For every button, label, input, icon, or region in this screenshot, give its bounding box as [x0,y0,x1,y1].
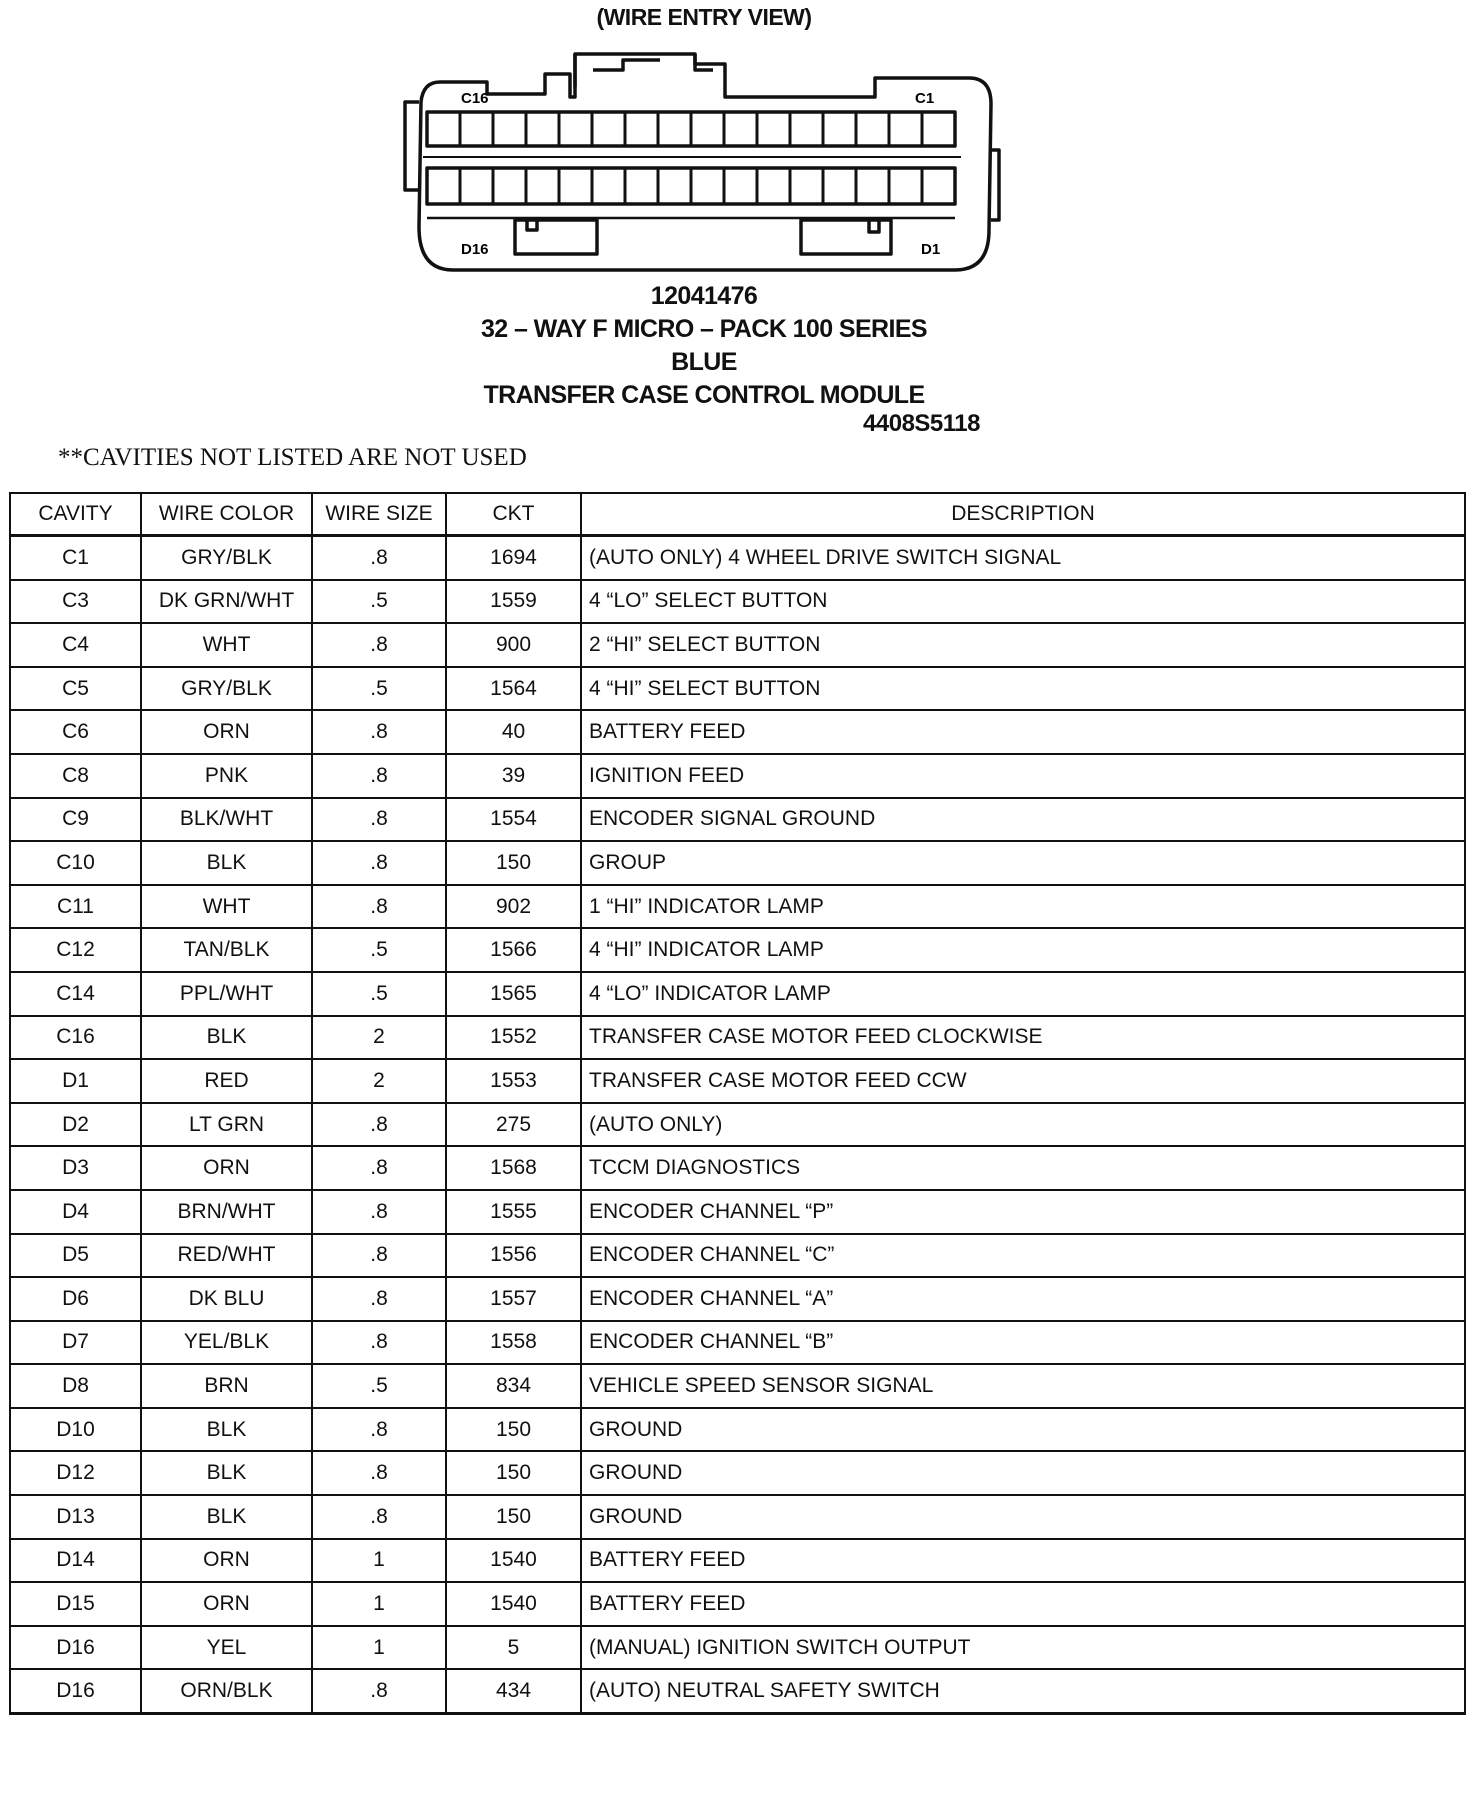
cell-cavity: C4 [10,623,141,667]
cell-ckt: 434 [446,1669,581,1713]
cell-cavity: D6 [10,1277,141,1321]
cell-ckt: 1565 [446,972,581,1016]
cell-size: .8 [312,1103,446,1147]
cell-color: GRY/BLK [141,536,312,580]
label-c16: C16 [461,90,489,107]
cell-color: PNK [141,754,312,798]
column-header-cavity: CAVITY [10,493,141,536]
cell-ckt: 1568 [446,1146,581,1190]
cell-ckt: 834 [446,1364,581,1408]
cell-color: ORN/BLK [141,1669,312,1713]
cell-size: 2 [312,1059,446,1103]
column-header-ckt: CKT [446,493,581,536]
cell-size: .8 [312,798,446,842]
cell-desc: GROUND [581,1495,1465,1539]
cell-ckt: 275 [446,1103,581,1147]
cell-cavity: C16 [10,1016,141,1060]
table-row [10,885,1465,929]
table-row [10,667,1465,711]
label-d16: D16 [461,241,489,258]
table-row [10,1103,1465,1147]
bottom-key-left [515,220,597,254]
cell-cavity: C12 [10,928,141,972]
cell-desc: GROUP [581,841,1465,885]
cell-color: TAN/BLK [141,928,312,972]
cell-cavity: D16 [10,1626,141,1670]
table-row [10,1059,1465,1103]
cell-color: BLK [141,1408,312,1452]
cell-desc: BATTERY FEED [581,710,1465,754]
table-row [10,798,1465,842]
component-name: TRANSFER CASE CONTROL MODULE [483,381,925,409]
cell-size: .8 [312,885,446,929]
cell-ckt: 150 [446,1451,581,1495]
cell-desc: GROUND [581,1451,1465,1495]
cell-cavity: C14 [10,972,141,1016]
cell-ckt: 150 [446,841,581,885]
cell-cavity: D16 [10,1669,141,1713]
cell-ckt: 1694 [446,536,581,580]
table-row [10,1190,1465,1234]
table-row [10,1016,1465,1060]
cell-ckt: 5 [446,1626,581,1670]
cell-size: 1 [312,1582,446,1626]
cell-desc: TRANSFER CASE MOTOR FEED CLOCKWISE [581,1016,1465,1060]
cell-ckt: 150 [446,1495,581,1539]
connector-color: BLUE [671,348,737,376]
cell-desc: TRANSFER CASE MOTOR FEED CCW [581,1059,1465,1103]
bottom-key-right [801,220,891,254]
cell-desc: TCCM DIAGNOSTICS [581,1146,1465,1190]
cell-desc: ENCODER SIGNAL GROUND [581,798,1465,842]
cell-cavity: D10 [10,1408,141,1452]
cell-size: .8 [312,1146,446,1190]
table-row [10,972,1465,1016]
connector-right-tab [991,150,999,220]
cell-color: LT GRN [141,1103,312,1147]
cell-color: BLK/WHT [141,798,312,842]
cell-cavity: C9 [10,798,141,842]
label-d1: D1 [921,241,941,258]
cell-size: .8 [312,1277,446,1321]
connector-type: 32 – WAY F MICRO – PACK 100 SERIES [481,315,927,343]
table-row [10,1495,1465,1539]
cell-size: 1 [312,1539,446,1583]
cell-cavity: C11 [10,885,141,929]
cell-color: YEL [141,1626,312,1670]
cell-color: ORN [141,710,312,754]
cell-color: BLK [141,841,312,885]
cell-desc: IGNITION FEED [581,754,1465,798]
cell-color: DK GRN/WHT [141,580,312,624]
cell-color: PPL/WHT [141,972,312,1016]
cell-desc: 2 “HI” SELECT BUTTON [581,623,1465,667]
cell-cavity: C1 [10,536,141,580]
cell-color: ORN [141,1146,312,1190]
cell-ckt: 40 [446,710,581,754]
connector-diagram [395,42,1005,282]
cell-color: WHT [141,623,312,667]
cell-desc: ENCODER CHANNEL “P” [581,1190,1465,1234]
cell-size: .8 [312,1234,446,1278]
cell-size: .8 [312,1495,446,1539]
cell-ckt: 900 [446,623,581,667]
unused-cavities-note: **CAVITIES NOT LISTED ARE NOT USED [58,444,527,471]
cell-size: .5 [312,667,446,711]
cell-desc: 4 “LO” SELECT BUTTON [581,580,1465,624]
table-row [10,1451,1465,1495]
cell-size: .8 [312,1190,446,1234]
cell-cavity: D1 [10,1059,141,1103]
cell-desc: 1 “HI” INDICATOR LAMP [581,885,1465,929]
connector-info [0,280,1408,412]
table-row [10,580,1465,624]
cell-desc: (AUTO) NEUTRAL SAFETY SWITCH [581,1669,1465,1713]
cell-ckt: 39 [446,754,581,798]
cell-color: BRN [141,1364,312,1408]
cell-color: DK BLU [141,1277,312,1321]
table-row [10,841,1465,885]
cell-size: .5 [312,928,446,972]
cell-cavity: D2 [10,1103,141,1147]
reference-code: 4408S5118 [863,410,980,437]
cell-size: .8 [312,1669,446,1713]
cell-size: .5 [312,972,446,1016]
cell-ckt: 1555 [446,1190,581,1234]
cell-size: .5 [312,580,446,624]
cell-cavity: D13 [10,1495,141,1539]
table-row [10,1321,1465,1365]
cell-cavity: C6 [10,710,141,754]
table-row [10,623,1465,667]
cell-color: BLK [141,1495,312,1539]
cell-size: .8 [312,710,446,754]
cell-ckt: 1552 [446,1016,581,1060]
cell-desc: 4 “HI” INDICATOR LAMP [581,928,1465,972]
cell-cavity: D15 [10,1582,141,1626]
cell-color: RED/WHT [141,1234,312,1278]
cell-cavity: D14 [10,1539,141,1583]
cell-size: .8 [312,623,446,667]
cell-cavity: D8 [10,1364,141,1408]
table-row [10,754,1465,798]
cell-desc: ENCODER CHANNEL “A” [581,1277,1465,1321]
cell-cavity: C10 [10,841,141,885]
table-row [10,1364,1465,1408]
column-header-description: DESCRIPTION [581,493,1465,536]
cell-size: 2 [312,1016,446,1060]
cell-desc: 4 “HI” SELECT BUTTON [581,667,1465,711]
cell-ckt: 150 [446,1408,581,1452]
cell-cavity: D4 [10,1190,141,1234]
cell-size: .5 [312,1364,446,1408]
cell-ckt: 1557 [446,1277,581,1321]
cell-cavity: C3 [10,580,141,624]
part-number: 12041476 [650,282,758,310]
cell-color: BLK [141,1016,312,1060]
connector-left-tab [405,102,419,190]
cell-ckt: 1558 [446,1321,581,1365]
cell-color: ORN [141,1582,312,1626]
cell-size: .8 [312,841,446,885]
cell-size: 1 [312,1626,446,1670]
cell-desc: (MANUAL) IGNITION SWITCH OUTPUT [581,1626,1465,1670]
cell-color: RED [141,1059,312,1103]
cell-ckt: 1556 [446,1234,581,1278]
table-header-row [10,493,1465,536]
cell-ckt: 902 [446,885,581,929]
cell-ckt: 1564 [446,667,581,711]
table-row [10,1408,1465,1452]
table-row [10,1234,1465,1278]
cell-desc: VEHICLE SPEED SENSOR SIGNAL [581,1364,1465,1408]
wire-entry-view-label: (WIRE ENTRY VIEW) [596,4,812,30]
cell-size: .8 [312,754,446,798]
cell-size: .8 [312,1451,446,1495]
cell-desc: ENCODER CHANNEL “B” [581,1321,1465,1365]
cell-cavity: D3 [10,1146,141,1190]
table-row [10,1277,1465,1321]
table-row [10,1582,1465,1626]
cell-ckt: 1540 [446,1539,581,1583]
table-row [10,928,1465,972]
cell-size: .8 [312,1321,446,1365]
connector-housing-outline [419,54,991,270]
table-row [10,536,1465,580]
cell-color: ORN [141,1539,312,1583]
column-header-wire-size: WIRE SIZE [312,493,446,536]
label-c1: C1 [915,90,935,107]
cell-desc: ENCODER CHANNEL “C” [581,1234,1465,1278]
cell-color: GRY/BLK [141,667,312,711]
cell-ckt: 1566 [446,928,581,972]
cell-desc: 4 “LO” INDICATOR LAMP [581,972,1465,1016]
cell-cavity: D5 [10,1234,141,1278]
cell-size: .8 [312,536,446,580]
cell-ckt: 1553 [446,1059,581,1103]
table-row [10,1146,1465,1190]
connector-latch [575,54,713,87]
cell-ckt: 1540 [446,1582,581,1626]
cell-color: YEL/BLK [141,1321,312,1365]
cell-cavity: D12 [10,1451,141,1495]
cell-color: BRN/WHT [141,1190,312,1234]
cell-ckt: 1554 [446,798,581,842]
cell-desc: BATTERY FEED [581,1539,1465,1583]
table-row [10,1669,1465,1713]
table-row [10,710,1465,754]
cell-desc: (AUTO ONLY) [581,1103,1465,1147]
cell-color: BLK [141,1451,312,1495]
cell-size: .8 [312,1408,446,1452]
cavity-table [9,492,1466,1715]
cell-desc: GROUND [581,1408,1465,1452]
cell-color: WHT [141,885,312,929]
cell-ckt: 1559 [446,580,581,624]
cell-cavity: C5 [10,667,141,711]
cell-cavity: D7 [10,1321,141,1365]
table-row [10,1626,1465,1670]
cell-desc: (AUTO ONLY) 4 WHEEL DRIVE SWITCH SIGNAL [581,536,1465,580]
table-row [10,1539,1465,1583]
cell-cavity: C8 [10,754,141,798]
column-header-wire-color: WIRE COLOR [141,493,312,536]
cell-desc: BATTERY FEED [581,1582,1465,1626]
